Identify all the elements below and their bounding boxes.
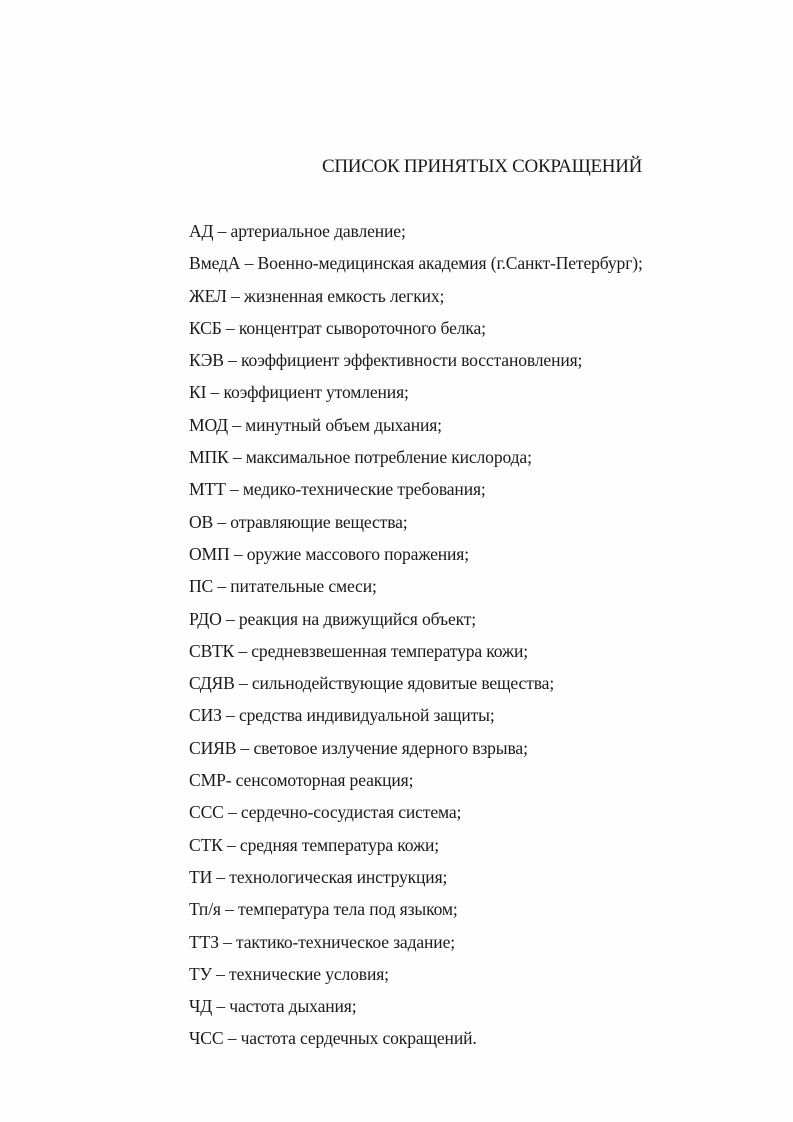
- abbreviation-entry: ОВ – отравляющие вещества;: [189, 511, 408, 532]
- page-title: СПИСОК ПРИНЯТЫХ СОКРАЩЕНИЙ: [322, 156, 643, 177]
- abbreviation-entry: Тп/я – температура тела под языком;: [189, 899, 458, 920]
- abbreviation-entry: ТТЗ – тактико-техническое задание;: [189, 931, 455, 952]
- abbreviation-entry: ВмедА – Военно-медицинская академия (г.Санкт-Петербург);: [189, 253, 643, 274]
- abbreviation-entry: АД – артериальное давление;: [189, 221, 406, 241]
- abbreviation-entry: КI – коэффициент утомления;: [189, 382, 409, 403]
- abbreviation-entry: КЭВ – коэффициент эффективности восстановления;: [189, 350, 583, 371]
- abbreviation-entry: КСБ – концентрат сывороточного белка;: [189, 317, 486, 338]
- abbreviation-list: [189, 219, 643, 1059]
- abbreviation-entry: ТИ – технологическая инструкция;: [189, 866, 448, 887]
- abbreviation-entry: МТТ – медико-технические требования;: [189, 479, 486, 500]
- abbreviation-entry: ЧСС – частота сердечных сокращений.: [189, 1028, 477, 1049]
- abbreviation-entry: ССС – сердечно-сосудистая система;: [189, 802, 462, 823]
- abbreviation-entry: ТУ – технические условия;: [189, 963, 389, 984]
- abbreviation-entry: МОД – минутный объем дыхания;: [189, 414, 442, 435]
- abbreviation-entry: ЧД – частота дыхания;: [189, 996, 357, 1017]
- abbreviation-entry: СДЯВ – сильнодействующие ядовитые вещества;: [189, 673, 555, 694]
- abbreviation-entry: ОМП – оружие массового поражения;: [189, 543, 469, 564]
- abbreviation-entry: СВТК – средневзвешенная температура кожи;: [189, 640, 529, 661]
- abbreviation-entry: СТК – средняя температура кожи;: [189, 834, 440, 855]
- abbreviation-entry: МПК – максимальное потребление кислорода;: [189, 447, 532, 468]
- abbreviation-entry: СИЗ – средства индивидуальной защиты;: [189, 705, 495, 726]
- abbreviation-entry: РДО – реакция на движущийся объект;: [189, 608, 477, 629]
- abbreviation-entry: СМР- сенсомоторная реакция;: [189, 770, 414, 791]
- abbreviation-entry: СИЯВ – световое излучение ядерного взрыва;: [189, 737, 528, 758]
- abbreviation-entry: ЖЕЛ – жизненная емкость легких;: [189, 285, 445, 306]
- abbreviation-entry: ПС – питательные смеси;: [189, 576, 377, 597]
